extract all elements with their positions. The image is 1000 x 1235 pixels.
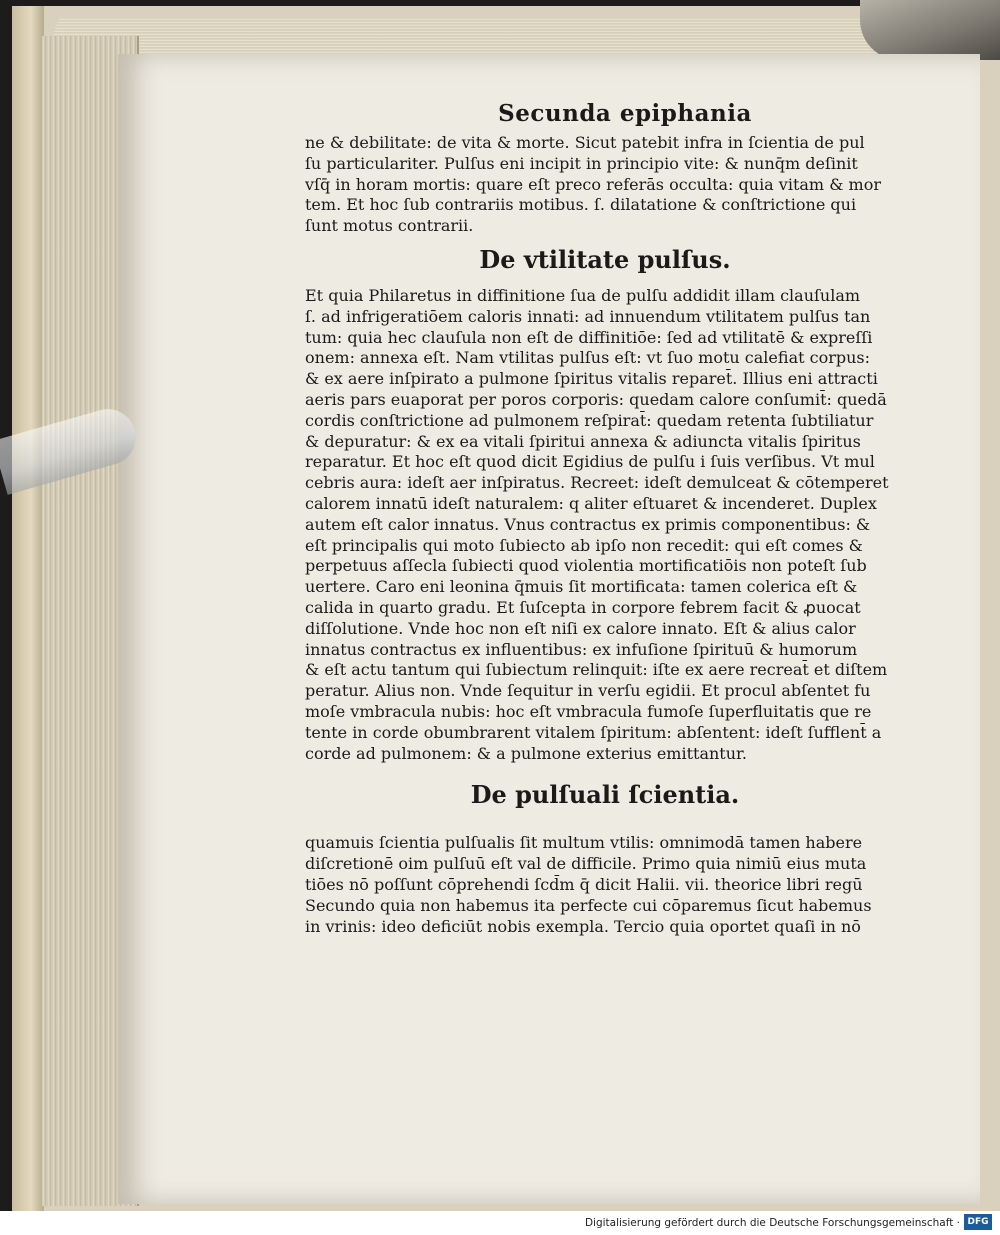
text-line: diſcretionē oim pulſuū eſt val de difficile. Primo quia nimiū eius muta (305, 854, 867, 874)
text-line: perpetuus aſſecla ſubiecti quod violentia mortificatiōis non poteſt ſub (305, 556, 867, 576)
text-line: peratur. Alius non. Vnde ſequitur in verſu egidii. Et procul abſentet fu (305, 681, 871, 701)
text-block (305, 100, 905, 937)
text-line: reparatur. Et hoc eſt quod dicit Egidius de pulſu i ſuis verſibus. Vt mul (305, 452, 875, 472)
running-head: Secunda epiphania (498, 100, 752, 127)
text-line: tiōes nō poſſunt cōprehendi ſcd̄m q̄ dicit Halii. vii. theorice libri regū (305, 874, 863, 894)
text-line: calida in quarto gradu. Et ſuſcepta in corpore febrem facit & ꝓuocat (305, 597, 861, 617)
text-line: ſ. ad infrigeratiōem caloris innati: ad innuendum vtilitatem pulſus tan (305, 306, 871, 326)
text-line: in vrinis: ideo deficiūt nobis exempla. Tercio quia oportet quaſi in nō (305, 916, 861, 936)
section-title-pulse-science: De pulſuali ſcientia. (470, 780, 740, 810)
paragraph-1 (305, 133, 905, 237)
paragraph-2 (305, 286, 905, 764)
text-line: & ex aere inſpirato a pulmone ſpiritus vitalis reparet̄. Illius eni attracti (305, 369, 878, 389)
text-line: uertere. Caro eni leonina q̄muis ſit mortificata: tamen colerica eſt & (305, 577, 858, 597)
headband (860, 0, 1000, 60)
text-line: Secundo quia non habemus ita perfecte cui cōparemus ſicut habemus (305, 895, 872, 915)
text-line: quamuis ſcientia pulſualis ſit multum vtilis: omnimodā tamen habere (305, 833, 863, 853)
page-block-top (45, 18, 940, 58)
text-line: calorem innatū ideſt naturalem: q aliter eſtuaret & incenderet. Duplex (305, 493, 877, 513)
text-line: cebris aura: ideſt aer inſpiratus. Recreet: ideſt demulceat & cōtemperet (305, 473, 889, 493)
book-cover-edge (12, 6, 44, 1211)
text-line: ne & debilitate: de vita & morte. Sicut patebit infra in ſcientia de pul (305, 133, 865, 152)
text-line: Et quia Philaretus in diffinitione ſua de pulſu addidit illam clauſulam (305, 285, 861, 305)
text-line: tum: quia hec clauſula non eſt de diffinitiōe: ſed ad vtilitatē & expreſſi (305, 327, 873, 347)
text-line: aeris pars euaporat per poros corporis: quedam calore conſumit̄: quedā (305, 389, 887, 409)
text-line: & depuratur: & ex ea vitali ſpiritui annexa & adiuncta vitalis ſpiritus (305, 431, 861, 451)
text-line: & eſt actu tantum qui ſubiectum relinquit: iſte ex aere recreat̄ et diſtem (305, 660, 888, 680)
text-line: innatus contractus ex influentibus: ex infuſione ſpirituū & humorum (305, 639, 858, 659)
paragraph-3 (305, 833, 905, 937)
text-line: ſu particulariter. Pulſus eni incipit in principio vite: & nunq̄m deſinit (305, 153, 858, 173)
text-line: diſſolutione. Vnde hoc non eſt niſi ex calore innato. Eſt & alius calor (305, 618, 856, 638)
text-line: autem eſt calor innatus. Vnus contractus ex primis componentibus: & (305, 514, 871, 534)
section-title-utility: De vtilitate pulſus. (479, 244, 731, 274)
text-line: moſe vmbracula nubis: hoc eſt vmbracula fumoſe ſuperfluitatis que re (305, 701, 872, 721)
text-line: eſt principalis qui moto ſubiecto ab ipſo non recedit: qui eſt comes & (305, 535, 863, 555)
text-line: tem. Et hoc ſub contrariis motibus. ſ. dilatatione & conſtrictione qui (305, 195, 857, 215)
text-line: vſq̄ in horam mortis: quare eſt preco referās occulta: quia vitam & mor (305, 174, 881, 194)
text-line: corde ad pulmonem: & a pulmone exterius emittantur. (305, 743, 748, 763)
dfg-logo: DFG (964, 1214, 992, 1230)
text-line: onem: annexa eſt. Nam vtilitas pulſus eſt: vt ſuo motu calefiat corpus: (305, 348, 871, 368)
text-line: tente in corde obumbrarent vitalem ſpiritum: abſentent: ideſt ſufflent̄ a (305, 722, 882, 742)
text-line: cordis conſtrictione ad pulmonem reſpirat̄: quedam retenta ſubtiliatur (305, 410, 874, 430)
text-line: ſunt motus contrarii. (305, 216, 474, 236)
footer-credit: Digitalisierung gefördert durch die Deutsche Forschungsgemeinschaft · (584, 1217, 960, 1229)
